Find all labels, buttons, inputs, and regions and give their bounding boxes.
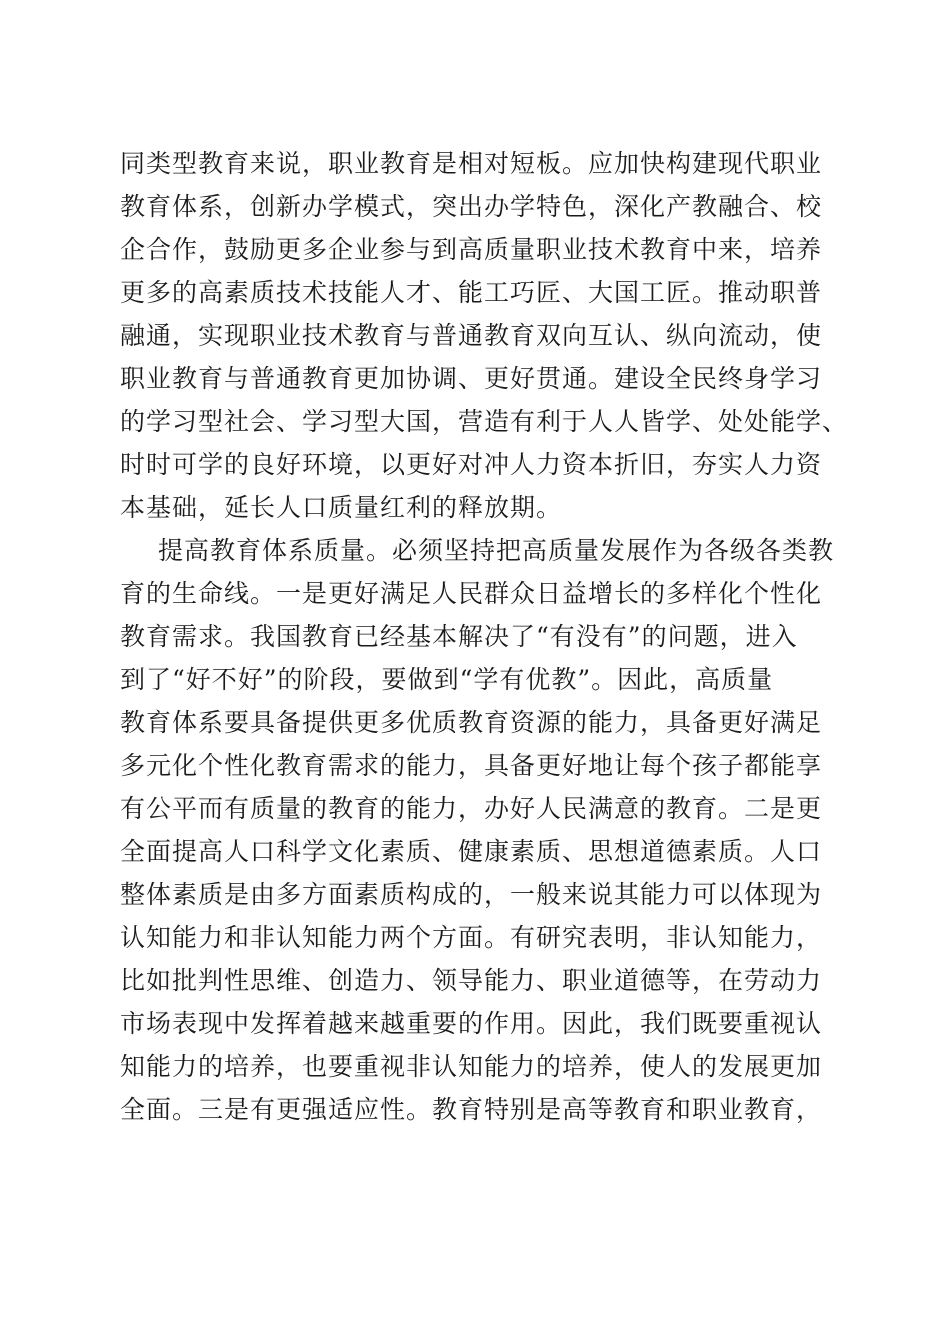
- text-line: 企合作，鼓励更多企业参与到高质量职业技术教育中来，培养: [120, 235, 823, 264]
- text-line: 全面提高人口科学文化素质、健康素质、思想道德素质。人口: [120, 837, 823, 866]
- text-line: 同类型教育来说，职业教育是相对短板。应加快构建现代职业: [120, 149, 823, 178]
- text-line: 本基础，延长人口质量红利的释放期。: [120, 493, 563, 522]
- text-line: 全面。三是有更强适应性。教育特别是高等教育和职业教育，: [120, 1095, 823, 1124]
- body-text: [120, 142, 849, 1131]
- text-line: 知能力的培养，也要重视非认知能力的培养，使人的发展更加: [120, 1052, 823, 1081]
- text-line: 融通，实现职业技术教育与普通教育双向互认、纵向流动，使: [120, 321, 823, 350]
- text-line: 多元化个性化教育需求的能力，具备更好地让每个孩子都能享: [120, 751, 823, 780]
- text-line: 职业教育与普通教育更加协调、更好贯通。建设全民终身学习: [120, 364, 823, 393]
- paragraph-heading-line: 提高教育体系质量。必须坚持把高质量发展作为各级各类教: [158, 536, 835, 565]
- text-line: 到了“好不好”的阶段，要做到“学有优教”。因此，高质量: [120, 665, 774, 694]
- text-line: 有公平而有质量的教育的能力，办好人民满意的教育。二是更: [120, 794, 823, 823]
- text-line: 教育体系要具备提供更多优质教育资源的能力，具备更好满足: [120, 708, 823, 737]
- text-line: 认知能力和非认知能力两个方面。有研究表明，非认知能力，: [120, 923, 823, 952]
- text-line: 更多的高素质技术技能人才、能工巧匠、大国工匠。推动职普: [120, 278, 823, 307]
- text-line: 比如批判性思维、创造力、领导能力、职业道德等，在劳动力: [120, 966, 823, 995]
- text-line: 的学习型社会、学习型大国，营造有利于人人皆学、处处能学、: [120, 407, 849, 436]
- text-line: 教育体系，创新办学模式，突出办学特色，深化产教融合、校: [120, 192, 823, 221]
- text-line: 育的生命线。一是更好满足人民群众日益增长的多样化个性化: [120, 579, 823, 608]
- text-line: 教育需求。我国教育已经基本解决了“有没有”的问题，进入: [120, 622, 798, 651]
- text-line: 整体素质是由多方面素质构成的，一般来说其能力可以体现为: [120, 880, 823, 909]
- text-line: 市场表现中发挥着越来越重要的作用。因此，我们既要重视认: [120, 1009, 823, 1038]
- text-line: 时时可学的良好环境，以更好对冲人力资本折旧，夯实人力资: [120, 450, 823, 479]
